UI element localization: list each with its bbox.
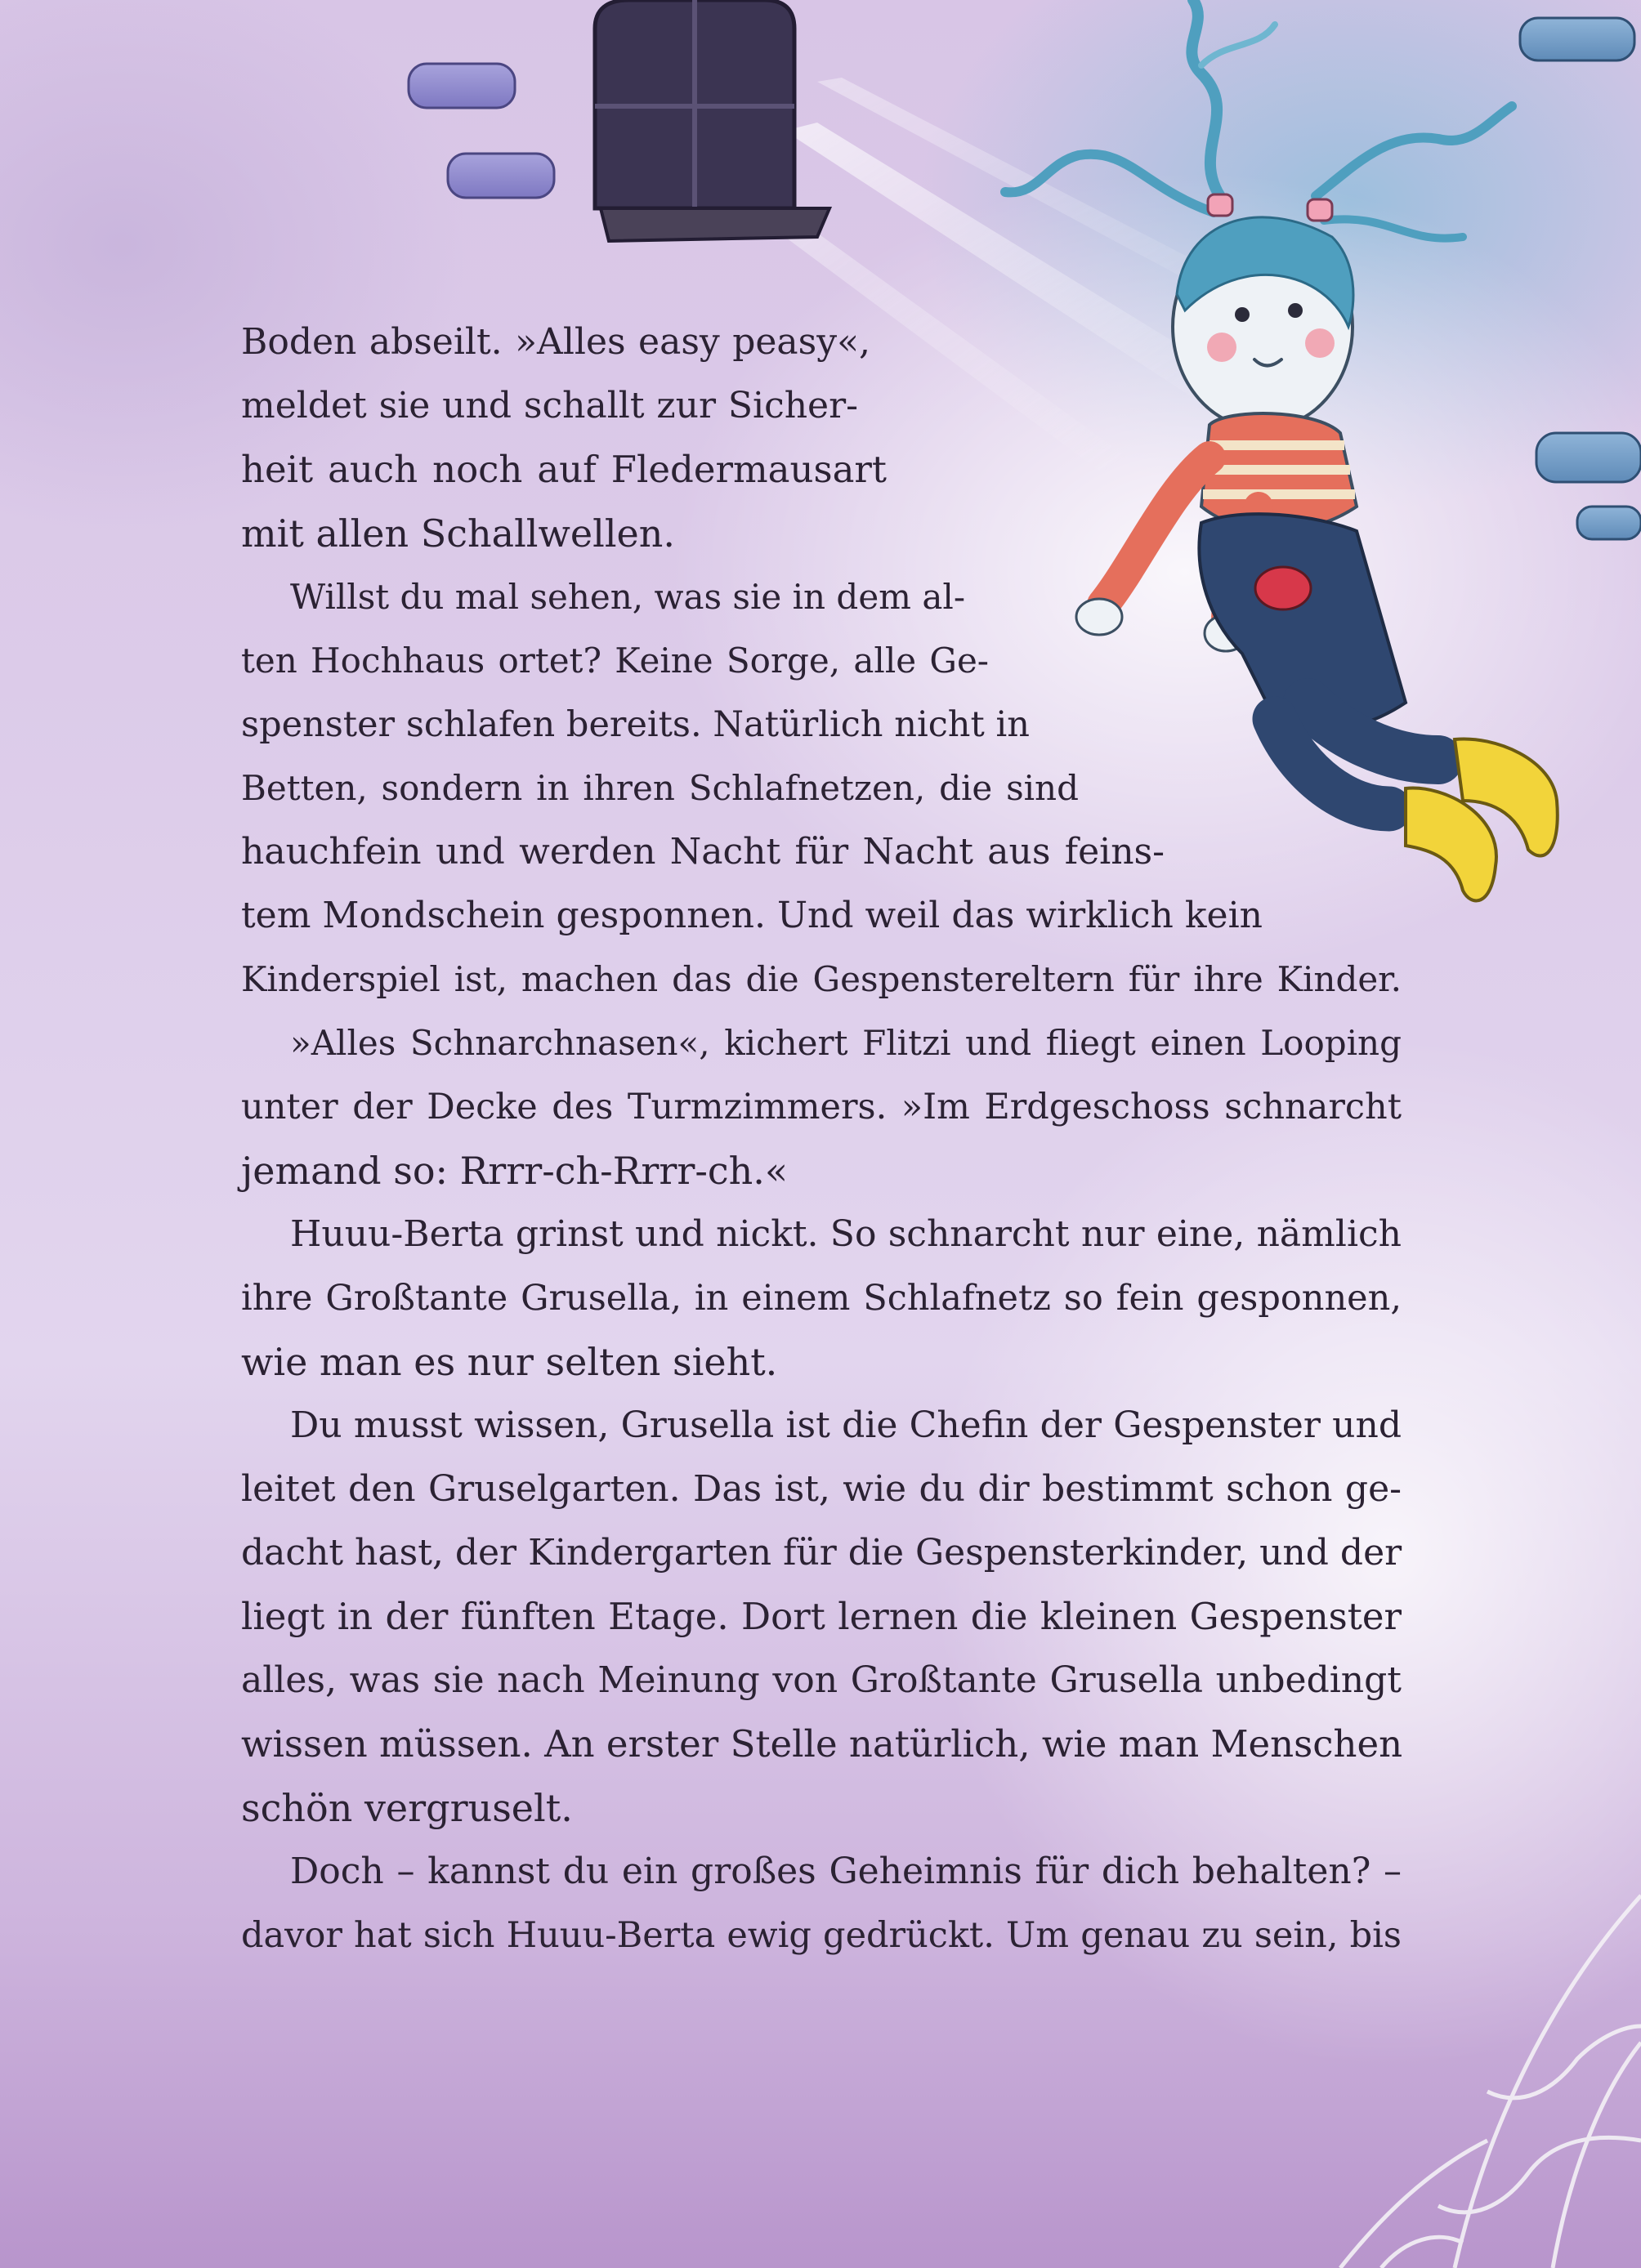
- text-line: Willst du mal sehen, was sie in dem al-: [290, 577, 966, 617]
- text-line: ihre Großtante Grusella, in einem Schlafnetz so fein gesponnen,: [241, 1278, 1402, 1319]
- text-line: tem Mondschein gesponnen. Und weil das wirklich kein: [241, 895, 1263, 936]
- text-line: mit allen Schallwellen.: [241, 511, 675, 556]
- text-line: wissen müssen. An erster Stelle natürlich, wie man Menschen: [241, 1722, 1403, 1766]
- text-line: alles, was sie nach Meinung von Großtante Grusella unbedingt: [241, 1659, 1402, 1701]
- text-line: »Alles Schnarchnasen«, kichert Flitzi und fliegt einen Looping: [290, 1023, 1402, 1063]
- text-line: unter der Decke des Turmzimmers. »Im Erdgeschoss schnarcht: [241, 1087, 1402, 1127]
- text-line: liegt in der fünften Etage. Dort lernen die kleinen Gespenster: [241, 1595, 1402, 1638]
- text-line: meldet sie und schallt zur Sicher-: [241, 385, 858, 426]
- text-line: Huuu-Berta grinst und nickt. So schnarcht nur eine, nämlich: [290, 1213, 1402, 1255]
- text-line: dacht hast, der Kindergarten für die Gespensterkinder, und der: [241, 1532, 1402, 1574]
- text-line: Betten, sondern in ihren Schlafnetzen, die sind: [241, 768, 1079, 808]
- tower-window: [595, 0, 829, 241]
- text-line: hauchfein und werden Nacht für Nacht aus feins-: [241, 831, 1165, 873]
- text-line: Du musst wissen, Grusella ist die Chefin der Gespenster und: [290, 1404, 1402, 1446]
- text-line: wie man es nur selten sieht.: [241, 1340, 778, 1384]
- text-line: Doch – kannst du ein großes Geheimnis für dich behalten? –: [290, 1851, 1402, 1892]
- wall-bricks-right: [1520, 18, 1641, 539]
- text-line: heit auch noch auf Fledermausart: [241, 448, 887, 491]
- wall-bricks-left: [409, 64, 554, 198]
- text-line: leitet den Gruselgarten. Das ist, wie du dir bestimmt schon ge-: [241, 1468, 1402, 1510]
- text-line: spenster schlafen bereits. Natürlich nicht in: [241, 704, 1030, 745]
- text-line: Boden abseilt. »Alles easy peasy«,: [241, 321, 870, 363]
- text-line: Kinderspiel ist, machen das die Gespenstereltern für ihre Kinder.: [241, 959, 1402, 999]
- text-line: schön vergruselt.: [241, 1786, 573, 1830]
- text-line: jemand so: Rrrr-ch-Rrrr-ch.«: [241, 1149, 789, 1193]
- text-line: ten Hochhaus ortet? Keine Sorge, alle Ge-: [241, 641, 989, 681]
- text-line: davor hat sich Huuu-Berta ewig gedrückt. Um genau zu sein, bis: [241, 1915, 1402, 1956]
